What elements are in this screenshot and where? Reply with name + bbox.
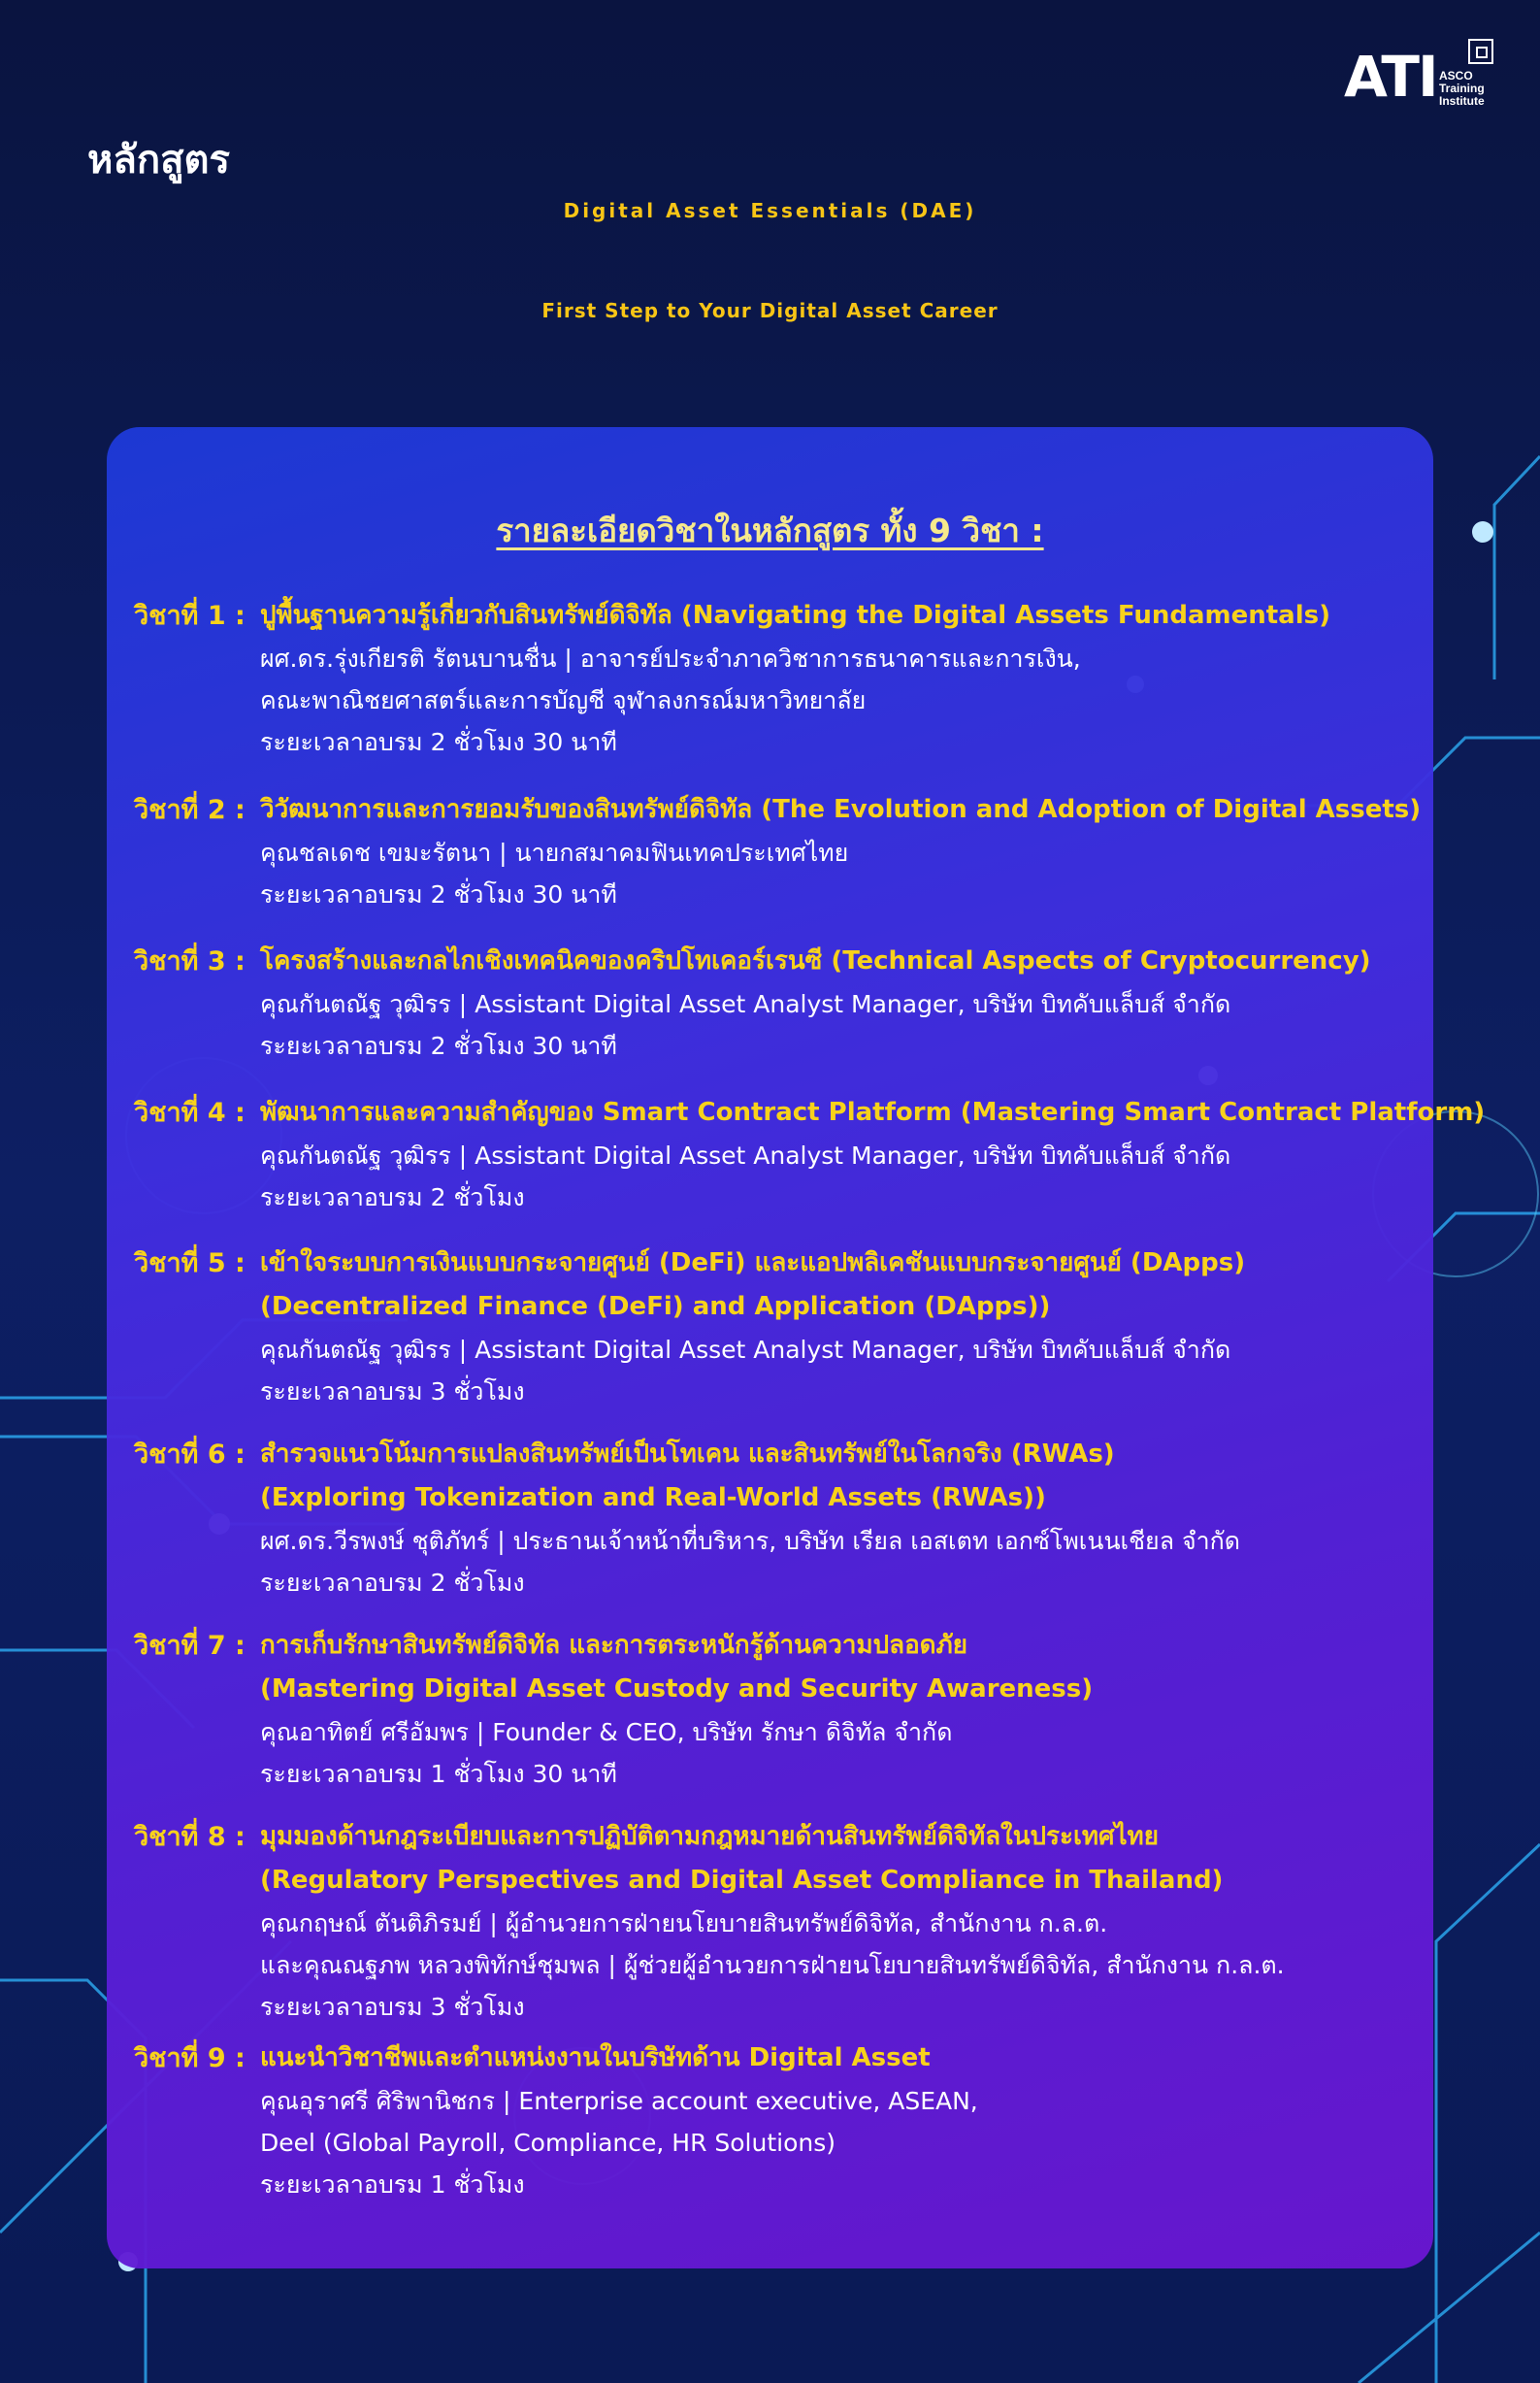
course-title: โครงสร้างและกลไกเชิงเทคนิคของคริปโทเคอร์เรนซี (Technical Aspects of Cryptocurrency) bbox=[260, 946, 1371, 976]
course-title: พัฒนาการและความสำคัญของ Smart Contract Platform (Mastering Smart Contract Platform) bbox=[260, 1098, 1486, 1127]
course-item bbox=[134, 1433, 1425, 1604]
course-duration: ระยะเวลาอบรม 3 ชั่วโมง bbox=[260, 1993, 525, 2021]
course-label: วิชาที่ 8 : bbox=[134, 1822, 246, 1852]
panel-heading: รายละเอียดวิชาในหลักสูตร ทั้ง 9 วิชา : bbox=[496, 512, 1044, 549]
course-detail: คุณกฤษณ์ ตันติภิรมย์ | ผู้อำนวยการฝ่ายนโยบายสินทรัพย์ดิจิทัล, สำนักงาน ก.ล.ต. bbox=[260, 1909, 1108, 1937]
course-detail: คุณชลเดช เขมะรัตนา | นายกสมาคมฟินเทคประเทศไทย bbox=[260, 839, 849, 867]
course-detail: คุณอุราศรี ศิริพานิชกร | Enterprise account executive, ASEAN, bbox=[260, 2087, 978, 2115]
course-item bbox=[134, 788, 1425, 915]
course-title-english: (Exploring Tokenization and Real-World Assets (RWAs)) bbox=[260, 1483, 1046, 1512]
course-label: วิชาที่ 5 : bbox=[134, 1248, 246, 1278]
course-duration: ระยะเวลาอบรม 2 ชั่วโมง bbox=[260, 1183, 525, 1211]
course-detail: และคุณณฐภพ หลวงพิทักษ์ชุมพล | ผู้ช่วยผู้อำนวยการฝ่ายนโยบายสินทรัพย์ดิจิทัล, สำนักงาน ก.ล.ต. bbox=[260, 1951, 1285, 1979]
course-detail: คุณกันตณัฐ วุฒิรร | Assistant Digital Asset Analyst Manager, บริษัท บิทคับแล็บส์ จำกัด bbox=[260, 1142, 1231, 1170]
course-duration: ระยะเวลาอบรม 2 ชั่วโมง 30 นาที bbox=[260, 1032, 617, 1060]
course-duration: ระยะเวลาอบรม 1 ชั่วโมง bbox=[260, 2170, 525, 2199]
course-item bbox=[134, 1241, 1425, 1412]
course-title-english: (Decentralized Finance (DeFi) and Application (DApps)) bbox=[260, 1292, 1051, 1321]
course-label: วิชาที่ 7 : bbox=[134, 1631, 246, 1661]
course-duration: ระยะเวลาอบรม 2 ชั่วโมง bbox=[260, 1569, 525, 1597]
course-item bbox=[134, 594, 1425, 763]
course-title-english: (Regulatory Perspectives and Digital Asset Compliance in Thailand) bbox=[260, 1866, 1224, 1895]
logo-subtext: ASCO Training Institute bbox=[1439, 69, 1485, 108]
course-title: สำรวจแนวโน้มการแปลงสินทรัพย์เป็นโทเคน และสินทรัพย์ในโลกจริง (RWAs) bbox=[260, 1440, 1115, 1469]
course-duration: ระยะเวลาอบรม 2 ชั่วโมง 30 นาที bbox=[260, 880, 617, 909]
course-title: แนะนำวิชาชีพและตำแหน่งงานในบริษัทด้าน Digital Asset bbox=[260, 2043, 931, 2072]
course-label: วิชาที่ 6 : bbox=[134, 1440, 246, 1470]
course-item bbox=[134, 1624, 1425, 1795]
logo-mark-icon bbox=[1468, 39, 1493, 64]
course-detail: คณะพาณิชยศาสตร์และการบัญชี จุฬาลงกรณ์มหาวิทยาลัย bbox=[260, 686, 867, 714]
course-detail: ผศ.ดร.รุ่งเกียรติ รัตนบานชื่น | อาจารย์ประจำภาควิชาการธนาคารและการเงิน, bbox=[260, 645, 1081, 673]
course-title: เข้าใจระบบการเงินแบบกระจายศูนย์ (DeFi) และแอปพลิเคชันแบบกระจายศูนย์ (DApps) bbox=[260, 1248, 1246, 1277]
course-detail: Deel (Global Payroll, Compliance, HR Solutions) bbox=[260, 2129, 836, 2157]
course-label: วิชาที่ 4 : bbox=[134, 1098, 246, 1128]
course-detail: คุณกันตณัฐ วุฒิรร | Assistant Digital Asset Analyst Manager, บริษัท บิทคับแล็บส์ จำกัด bbox=[260, 1336, 1231, 1364]
course-label: วิชาที่ 1 : bbox=[134, 601, 246, 631]
course-item bbox=[134, 1815, 1425, 2028]
logo-text: ATI bbox=[1344, 44, 1437, 110]
course-duration: ระยะเวลาอบรม 1 ชั่วโมง 30 นาที bbox=[260, 1760, 617, 1788]
course-title-english: (Mastering Digital Asset Custody and Security Awareness) bbox=[260, 1674, 1094, 1704]
course-item bbox=[134, 940, 1425, 1067]
course-detail: คุณอาทิตย์ ศรีอัมพร | Founder & CEO, บริษัท รักษา ดิจิทัล จำกัด bbox=[260, 1718, 953, 1746]
course-item bbox=[134, 2036, 1425, 2205]
course-label: วิชาที่ 9 : bbox=[134, 2043, 246, 2073]
course-detail: ผศ.ดร.วีรพงษ์ ชุติภัทร์ | ประธานเจ้าหน้าที่บริหาร, บริษัท เรียล เอสเตท เอกซ์โพเนนเชียล จำกัด bbox=[260, 1527, 1241, 1555]
course-duration: ระยะเวลาอบรม 2 ชั่วโมง 30 นาที bbox=[260, 728, 617, 756]
page-subtitle: First Step to Your Digital Asset Career bbox=[541, 299, 999, 322]
course-label: วิชาที่ 2 : bbox=[134, 795, 246, 825]
course-label: วิชาที่ 3 : bbox=[134, 946, 246, 976]
course-detail: คุณกันตณัฐ วุฒิรร | Assistant Digital Asset Analyst Manager, บริษัท บิทคับแล็บส์ จำกัด bbox=[260, 990, 1231, 1018]
course-title: มุมมองด้านกฎระเบียบและการปฏิบัติตามกฎหมายด้านสินทรัพย์ดิจิทัลในประเทศไทย bbox=[260, 1822, 1159, 1851]
course-prefix: หลักสูตร bbox=[87, 138, 230, 182]
course-title: ปูพื้นฐานความรู้เกี่ยวกับสินทรัพย์ดิจิทัล (Navigating the Digital Assets Fundamentals) bbox=[260, 601, 1330, 630]
course-item bbox=[134, 1091, 1486, 1218]
course-duration: ระยะเวลาอบรม 3 ชั่วโมง bbox=[260, 1377, 525, 1406]
course-title: การเก็บรักษาสินทรัพย์ดิจิทัล และการตระหนักรู้ด้านความปลอดภัย bbox=[260, 1631, 967, 1660]
ati-logo bbox=[1344, 37, 1509, 110]
course-title: วิวัฒนาการและการยอมรับของสินทรัพย์ดิจิทัล (The Evolution and Adoption of Digital Assets) bbox=[260, 795, 1422, 824]
page-title: Digital Asset Essentials (DAE) bbox=[563, 199, 977, 222]
